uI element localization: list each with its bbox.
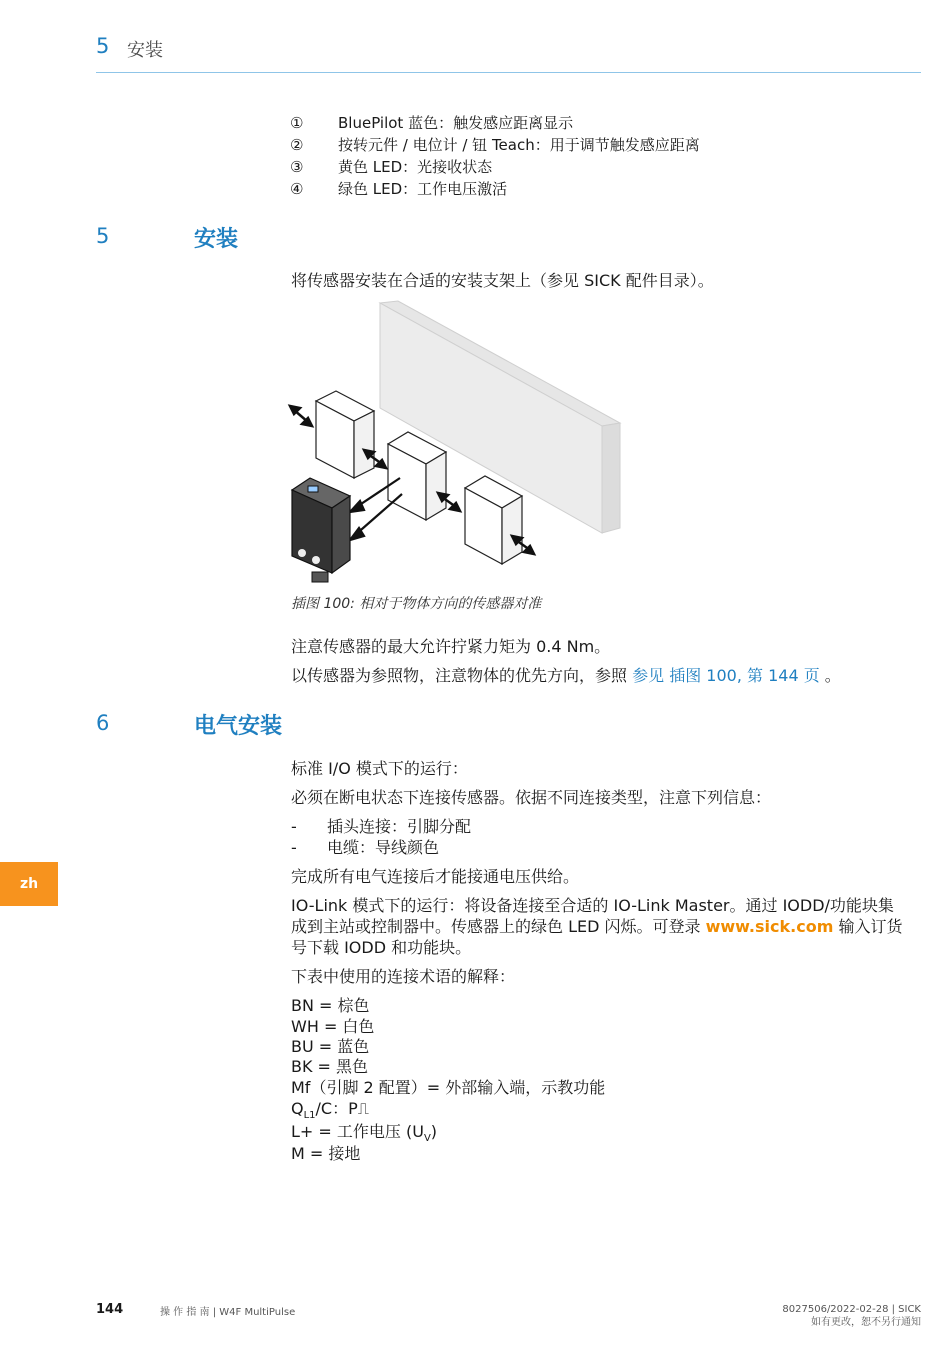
target-box-3 — [465, 476, 522, 564]
list-item — [291, 816, 921, 837]
legend-text: 黄色 LED：光接收状态 — [338, 158, 493, 176]
iolink-line-2-end: 输入订货 — [833, 917, 903, 936]
change-notice: 如有更改，恕不另行通知 — [811, 1317, 921, 1328]
list-item-text: 插头连接：引脚分配 — [327, 817, 472, 836]
legend-text: BluePilot 蓝色：触发感应距离显示 — [338, 114, 574, 132]
legend-number: ② — [290, 136, 304, 154]
sick-website-link[interactable]: www.sick.com — [705, 917, 834, 936]
power-note: 完成所有电气连接后才能接通电压供给。 — [291, 867, 580, 886]
connect-instruction: 必须在断电状态下连接传感器。依据不同连接类型，注意下列信息： — [291, 788, 772, 807]
photoelectric-sensor — [292, 478, 350, 582]
term-wh: WH = 白色 — [291, 1017, 375, 1036]
figure-reference-link[interactable]: 参见 插图 100, 第 144 页 — [632, 666, 820, 685]
target-box-1 — [316, 391, 374, 478]
iolink-line-1: IO-Link 模式下的运行：将设备连接至合适的 IO-Link Master。通过 IODD/功能块集 — [291, 896, 894, 915]
iolink-paragraph — [291, 895, 921, 958]
footer-reference — [782, 1303, 921, 1329]
orientation-note — [291, 665, 921, 686]
torque-note: 注意传感器的最大允许拧紧力矩为 0.4 Nm。 — [291, 637, 611, 656]
orientation-text: 以传感器为参照物，注意物体的优先方向，参照 — [291, 666, 628, 685]
term-bk: BK = 黑色 — [291, 1057, 369, 1076]
legend-text: 按转元件 / 电位计 / 钮 Teach：用于调节触发感应距离 — [338, 136, 700, 154]
iolink-line-2 — [291, 916, 921, 937]
term-bn: BN = 棕色 — [291, 996, 370, 1015]
term-q-rest: /C：P⎍ — [315, 1099, 369, 1118]
section-5-number: 5 — [96, 224, 110, 248]
iolink-line-3: 号下载 IODD 和功能块。 — [291, 938, 472, 957]
page-number: 144 — [96, 1302, 124, 1317]
document-id: 8027506/2022-02-28 | SICK — [782, 1304, 921, 1315]
target-box-2 — [388, 432, 446, 520]
legend-text: 绿色 LED：工作电压激活 — [338, 180, 508, 198]
dash-bullet: - — [291, 817, 297, 836]
term-lplus-end: ) — [430, 1122, 438, 1141]
dash-bullet: - — [291, 838, 297, 857]
term-mf: Mf（引脚 2 配置）= 外部输入端，示教功能 — [291, 1078, 606, 1097]
header-divider — [96, 72, 921, 73]
legend-number: ① — [290, 114, 304, 132]
header-chapter-number: 5 — [96, 34, 110, 58]
legend-item — [290, 135, 700, 155]
term-q-sub: L1 — [303, 1110, 316, 1122]
term-m: M = 接地 — [291, 1144, 361, 1163]
section-5-title: 安装 — [194, 227, 239, 252]
iolink-line-2-text: 成到主站或控制器中。传感器上的绿色 LED 闪烁。可登录 — [291, 917, 706, 936]
term-lplus-text: L+ = 工作电压 (U — [291, 1122, 424, 1141]
legend-number: ③ — [290, 158, 304, 176]
sensor-alignment-illustration — [280, 298, 630, 588]
document-title: 操 作 指 南 | W4F MultiPulse — [160, 1307, 296, 1318]
legend-item — [290, 157, 492, 177]
list-item-text: 电缆：导线颜色 — [327, 838, 440, 857]
section-5-intro: 将传感器安装在合适的安装支架上（参见 SICK 配件目录）。 — [291, 271, 714, 290]
std-io-heading: 标准 I/O 模式下的运行： — [291, 759, 468, 778]
legend-item — [290, 113, 573, 133]
language-tab[interactable]: zh — [0, 862, 58, 906]
terms-heading: 下表中使用的连接术语的解释： — [291, 967, 516, 986]
header-chapter-title: 安装 — [127, 40, 163, 61]
term-q-letter: Q — [291, 1099, 304, 1118]
term-bu: BU = 蓝色 — [291, 1037, 370, 1056]
term-lplus-sub: V — [423, 1133, 431, 1145]
legend-number: ④ — [290, 180, 304, 198]
figure-caption: 插图 100: 相对于物体方向的传感器对准 — [291, 596, 542, 612]
section-6-title: 电气安装 — [194, 714, 283, 739]
orientation-end: 。 — [819, 666, 841, 685]
section-6-number: 6 — [96, 711, 110, 735]
legend-item — [290, 179, 507, 199]
list-item — [291, 837, 921, 858]
